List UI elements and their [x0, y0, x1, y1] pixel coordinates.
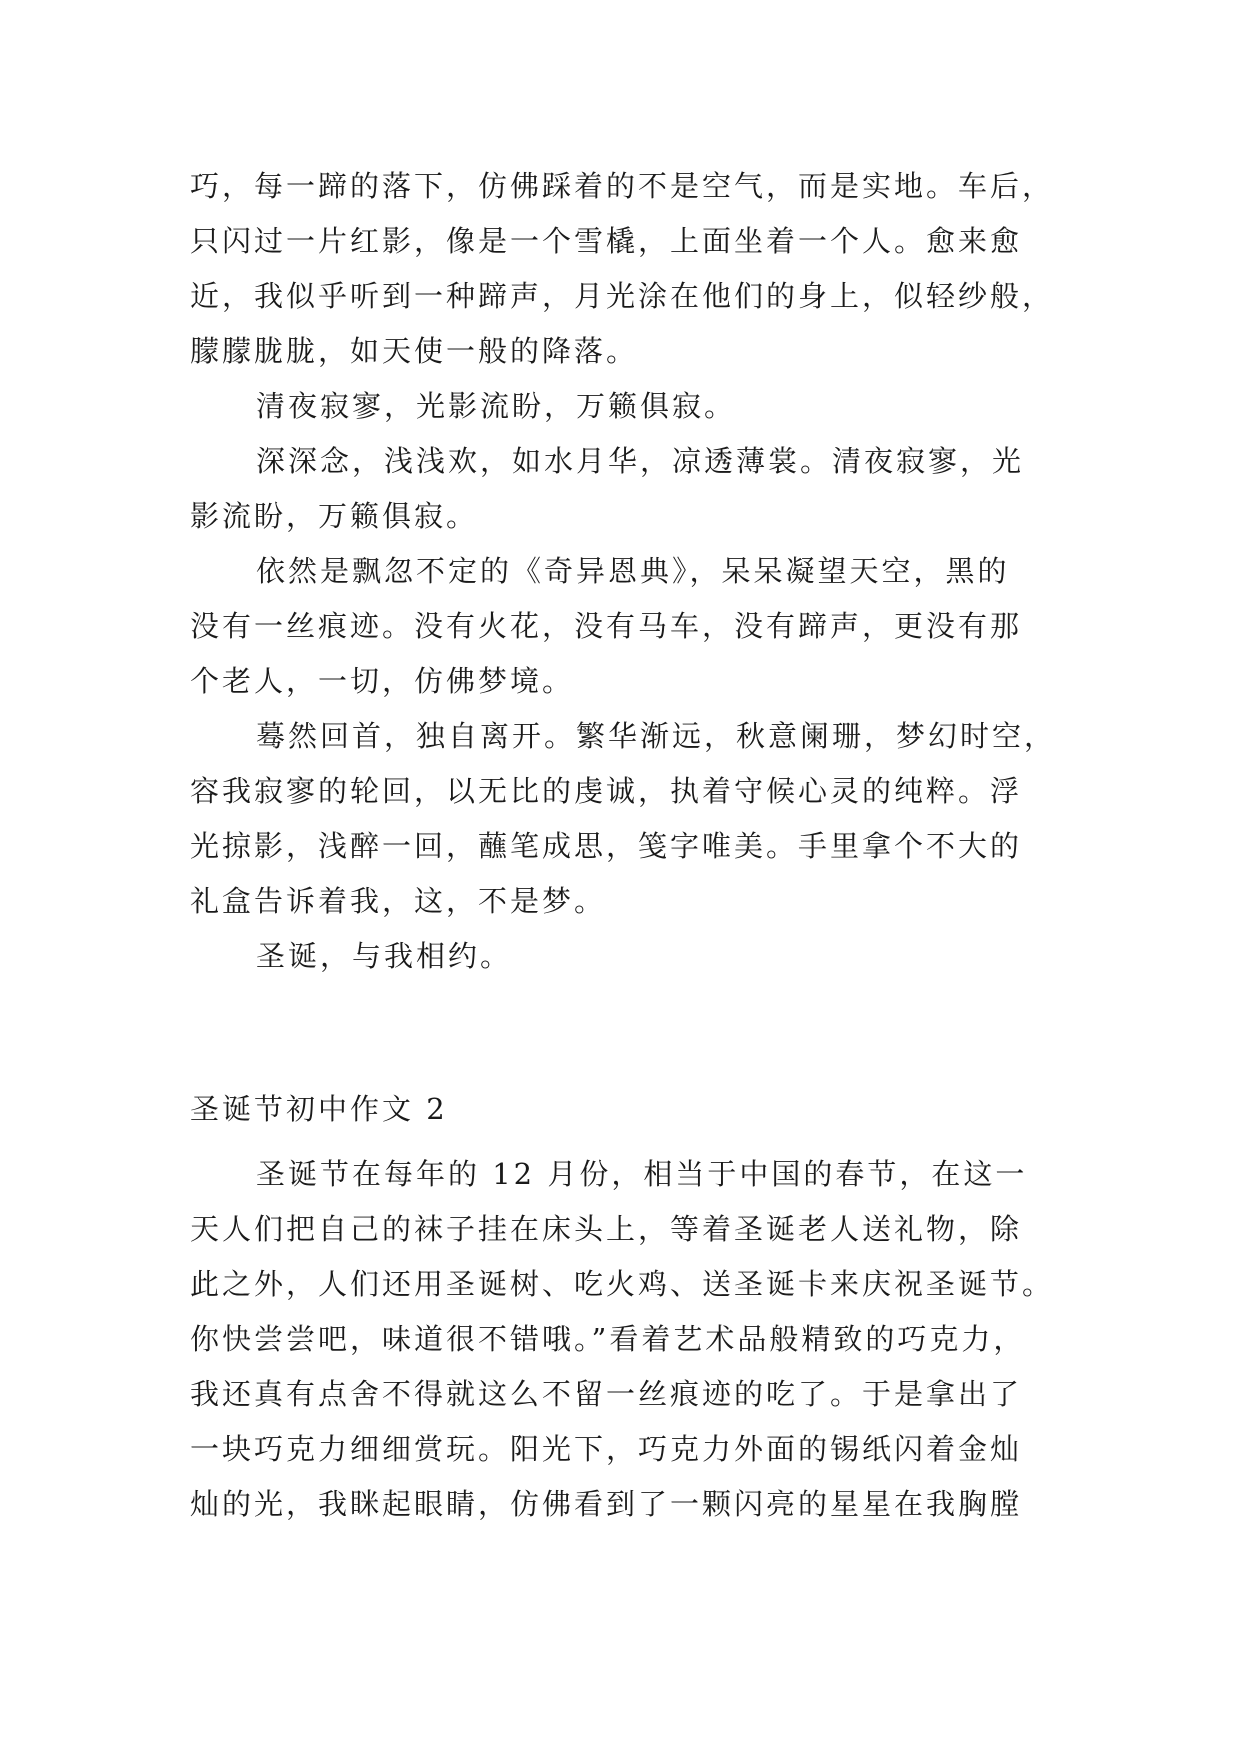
text-line: 此之外，人们还用圣诞树、吃火鸡、送圣诞卡来庆祝圣诞节。 [190, 1267, 1055, 1301]
text-line: 灿的光，我眯起眼睛，仿佛看到了一颗闪亮的星星在我胸膛 [190, 1487, 1023, 1521]
paragraph-line: 蓦然回首，独自离开。繁华渐远，秋意阑珊，梦幻时空， [256, 719, 1057, 753]
text-line: 没有一丝痕迹。没有火花，没有马车，没有蹄声，更没有那 [190, 609, 1023, 643]
text-line: 巧，每一蹄的落下，仿佛踩着的不是空气，而是实地。车后， [190, 169, 1055, 203]
essay-section-1 [190, 159, 1057, 984]
text-line: 你快尝尝吧，味道很不错哦。”看着艺术品般精致的巧克力， [190, 1322, 1026, 1356]
text-line: 光掠影，浅醉一回，蘸笔成思，笺字唯美。手里拿个不大的 [190, 829, 1023, 863]
paragraph-line: 圣诞节在每年的 12 月份，相当于中国的春节，在这一 [256, 1157, 1028, 1191]
text-line: 礼盒告诉着我，这，不是梦。 [190, 884, 607, 918]
paragraph-line: 依然是飘忽不定的《奇异恩典》，呆呆凝望天空，黑的 [256, 554, 1010, 588]
text-line: 我还真有点舍不得就这么不留一丝痕迹的吃了。于是拿出了 [190, 1377, 1023, 1411]
essay-section-2 [190, 1147, 1055, 1532]
paragraph-line: 清夜寂寥，光影流盼，万籁俱寂。 [256, 389, 737, 423]
section-heading: 圣诞节初中作文 2 [190, 1092, 448, 1126]
text-line: 朦朦胧胧，如天使一般的降落。 [190, 334, 639, 368]
text-line: 影流盼，万籁俱寂。 [190, 499, 479, 533]
text-line: 天人们把自己的袜子挂在床头上，等着圣诞老人送礼物，除 [190, 1212, 1023, 1246]
paragraph-line: 深深念，浅浅欢，如水月华，凉透薄裳。清夜寂寥，光 [256, 444, 1025, 478]
text-line: 一块巧克力细细赏玩。阳光下，巧克力外面的锡纸闪着金灿 [190, 1432, 1023, 1466]
text-line: 个老人，一切，仿佛梦境。 [190, 664, 575, 698]
paragraph-line: 圣诞，与我相约。 [256, 939, 513, 973]
text-line: 近，我似乎听到一种蹄声，月光涂在他们的身上，似轻纱般， [190, 279, 1055, 313]
text-line: 容我寂寥的轮回，以无比的虔诚，执着守候心灵的纯粹。浮 [190, 774, 1023, 808]
text-line: 只闪过一片红影，像是一个雪橇，上面坐着一个人。愈来愈 [190, 224, 1023, 258]
